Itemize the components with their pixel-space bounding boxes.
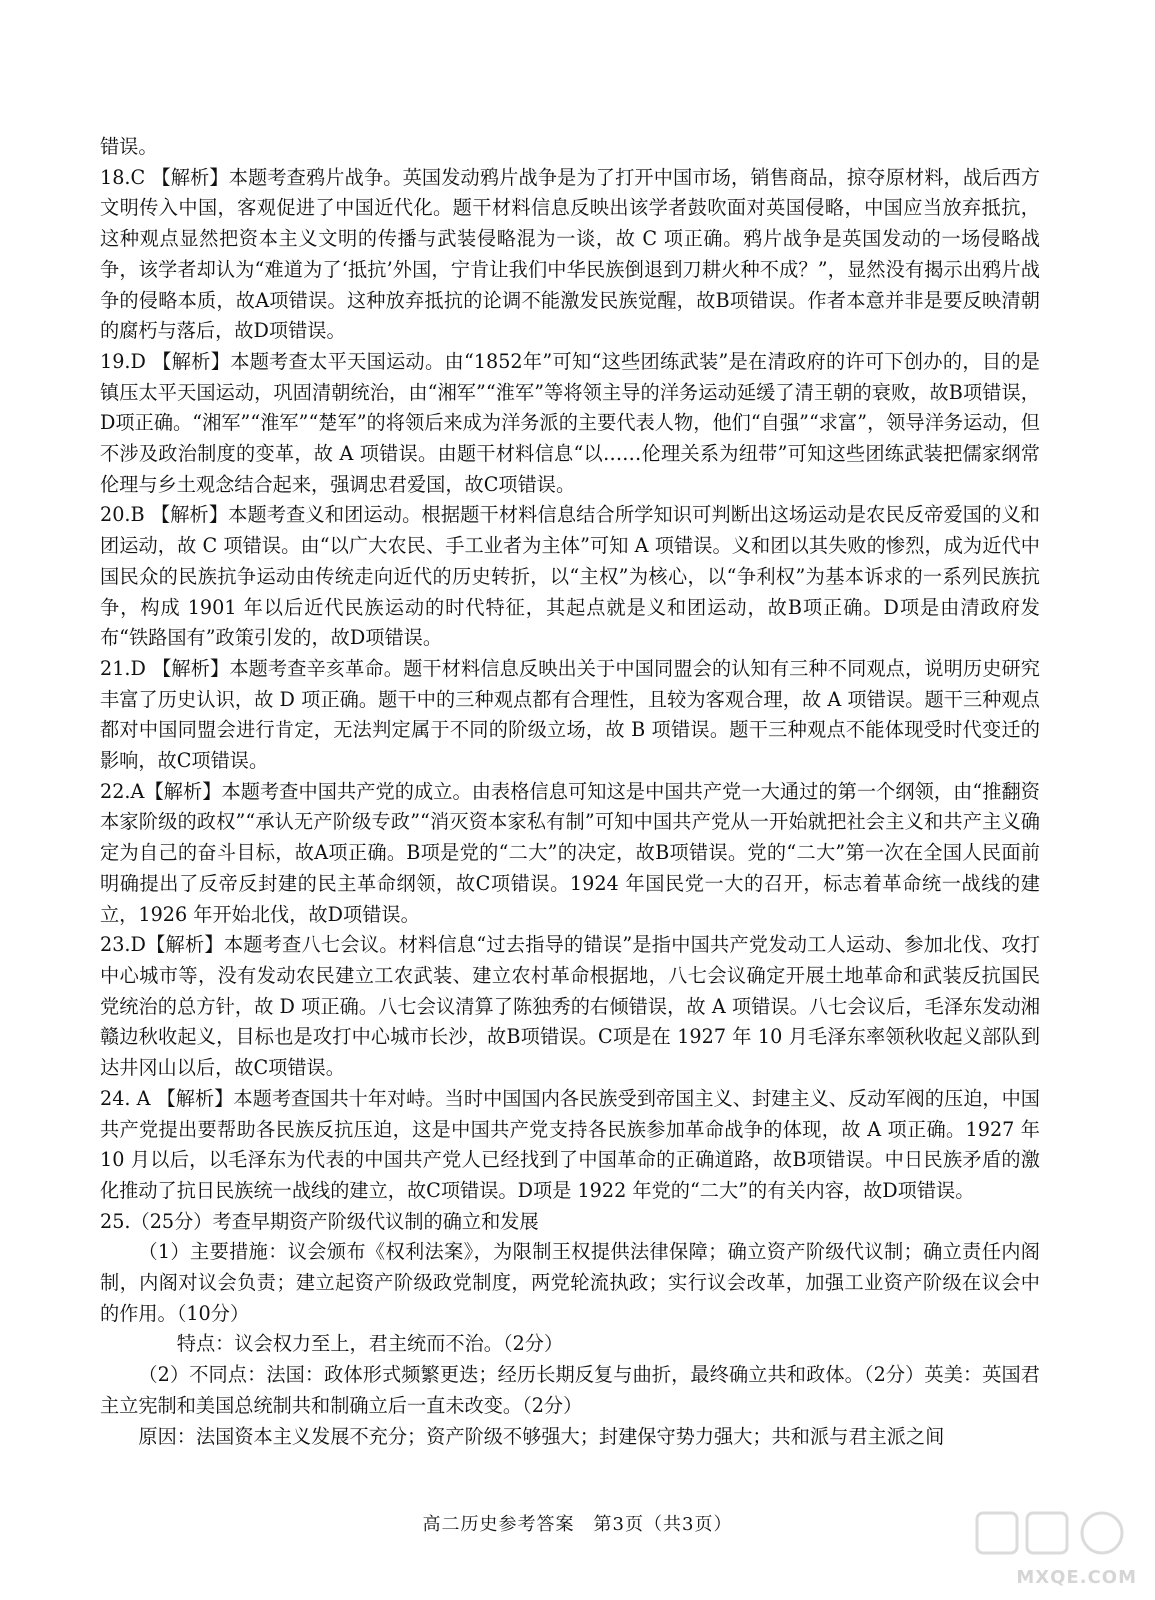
answer-19: 19.D 【解析】本题考查太平天国运动。由“1852年”可知“这些团练武装”是在清政府的许可下创办的，目的是镇压太平天国运动，巩固清朝统治，由“湘军”“淮军”等将领主导的洋务运动延缓了清王朝的衰败，故B项错误，D项正确。“湘军”“淮军”“楚军”的将领后来成为洋务派的主要代表人物，他们“自强”“求富”，领导洋务运动，但不涉及政治制度的变革，故 A 项错误。由题干材料信息“以……伦理关系为纽带”可知这些团练武装把儒家纲常伦理与乡土观念结合起来，强调忠君爱国，故C项错误。 (100, 349, 1040, 496)
watermark-logo (967, 1508, 1137, 1588)
answer-22: 22.A【解析】本题考查中国共产党的成立。由表格信息可知这是中国共产党一大通过的第一个纲领，由“推翻资本家阶级的政权”“承认无产阶级专政”“消灭资本家私有制”可知中国共产党从一开始就把社会主义和共产主义确定为自己的奋斗目标，故A项正确。B项是党的“二大”的决定，故B项错误。党的“二大”第一次在全国人民面前明确提出了反帝反封建的民主革命纲领，故C项错误。1924 年国民党一大的召开，标志着革命统一战线的建立，1926 年开始北伐，故D项错误。 (100, 779, 1040, 926)
answer-25-part1: （1）主要措施：议会颁布《权利法案》，为限制王权提供法律保障；确立资产阶级代议制；确立责任内阁制，内阁对议会负责；建立起资产阶级政党制度，两党轮流执政；实行议会改革，加强工业资产阶级在议会中的作用。（10分） (100, 1240, 1040, 1325)
answer-20: 20.B 【解析】本题考查义和团运动。根据题干材料信息结合所学知识可判断出这场运动是农民反帝爱国的义和团运动，故 C 项错误。由“以广大农民、手工业者为主体”可知 A 项错误。义和团以其失败的惨烈，成为近代中国民众的民族抗争运动由传统走向近代的历史转折，以“主权”为核心，以“争利权”为基本诉求的一系列民族抗争，构成 1901 年以后近代民族运动的时代特征，其起点就是义和团运动，故B项正确。D项是由清政府发布“铁路国有”政策引发的，故D项错误。 (100, 503, 1040, 650)
answer-25-part2-reason: 原因：法国资本主义发展不充分；资产阶级不够强大；封建保守势力强大；共和派与君主派之间 (138, 1424, 945, 1448)
answer-25-part2: （2）不同点：法国：政体形式频繁更迭；经历长期反复与曲折，最终确立共和政体。（2分）英美：英国君主立宪制和美国总统制共和制确立后一直未改变。（2分） (100, 1363, 1040, 1417)
answer-18: 18.C 【解析】本题考查鸦片战争。英国发动鸦片战争是为了打开中国市场，销售商品，掠夺原材料，战后西方文明传入中国，客观促进了中国近代化。题干材料信息反映出该学者鼓吹面对英国侵略，中国应当放弃抵抗，这种观点显然把资本主义文明的传播与武装侵略混为一谈，故 C 项正确。鸦片战争是英国发动的一场侵略战争，该学者却认为“难道为了‘抵抗’外国，宁肯让我们中华民族倒退到刀耕火种不成？”，显然没有揭示出鸦片战争的侵略本质，故A项错误。这种放弃抵抗的论调不能激发民族觉醒，故B项错误。作者本意并非是要反映清朝的腐朽与落后，故D项错误。 (100, 165, 1040, 343)
answer-21: 21.D 【解析】本题考查辛亥革命。题干材料信息反映出关于中国同盟会的认知有三种不同观点，说明历史研究丰富了历史认识，故 D 项正确。题干中的三种观点都有合理性，且较为客观合理，故 A 项错误。题干三种观点都对中国同盟会进行肯定，无法判定属于不同的阶级立场，故 B 项错误。题干三种观点不能体现受时代变迁的影响，故C项错误。 (100, 656, 1040, 773)
answer-content (100, 132, 1040, 1452)
answer-24: 24. A 【解析】本题考查国共十年对峙。当时中国国内各民族受到帝国主义、封建主义、反动军阀的压迫，中国共产党提出要帮助各民族反抗压迫，这是中国共产党支持各民族参加革命战争的体现，故 A 项正确。1927 年 10 月以后，以毛泽东为代表的中国共产党人已经找到了中国革命的正确道路，故B项错误。中日民族矛盾的激化推动了抗日民族统一战线的建立，故C项错误。D项是 1922 年党的“二大”的有关内容，故D项错误。 (100, 1086, 1040, 1202)
answer-23: 23.D【解析】本题考查八七会议。材料信息“过去指导的错误”是指中国共产党发动工人运动、参加北伐、攻打中心城市等，没有发动农民建立工农武装、建立农村革命根据地，八七会议确定开展土地革命和武装反抗国民党统治的总方针，故 D 项正确。八七会议清算了陈独秀的右倾错误，故 A 项错误。八七会议后，毛泽东发动湘赣边秋收起义，目标也是攻打中心城市长沙，故B项错误。C项是在 1927 年 10 月毛泽东率领秋收起义部队到达井冈山以后，故C项错误。 (100, 933, 1040, 1080)
answer-25-part1-feature: 特点：议会权力至上，君主统而不治。（2分） (176, 1332, 564, 1356)
answer-25-heading: 25.（25分）考查早期资产阶级代议制的确立和发展 (100, 1209, 539, 1233)
paragraph-continuation: 错误。 (100, 135, 158, 158)
watermark-text: MXQE.COM (1016, 1567, 1137, 1588)
watermark-logo-icon (967, 1508, 1137, 1568)
page-footer: 高二历史参考答案 第3页（共3页） (422, 1514, 733, 1535)
